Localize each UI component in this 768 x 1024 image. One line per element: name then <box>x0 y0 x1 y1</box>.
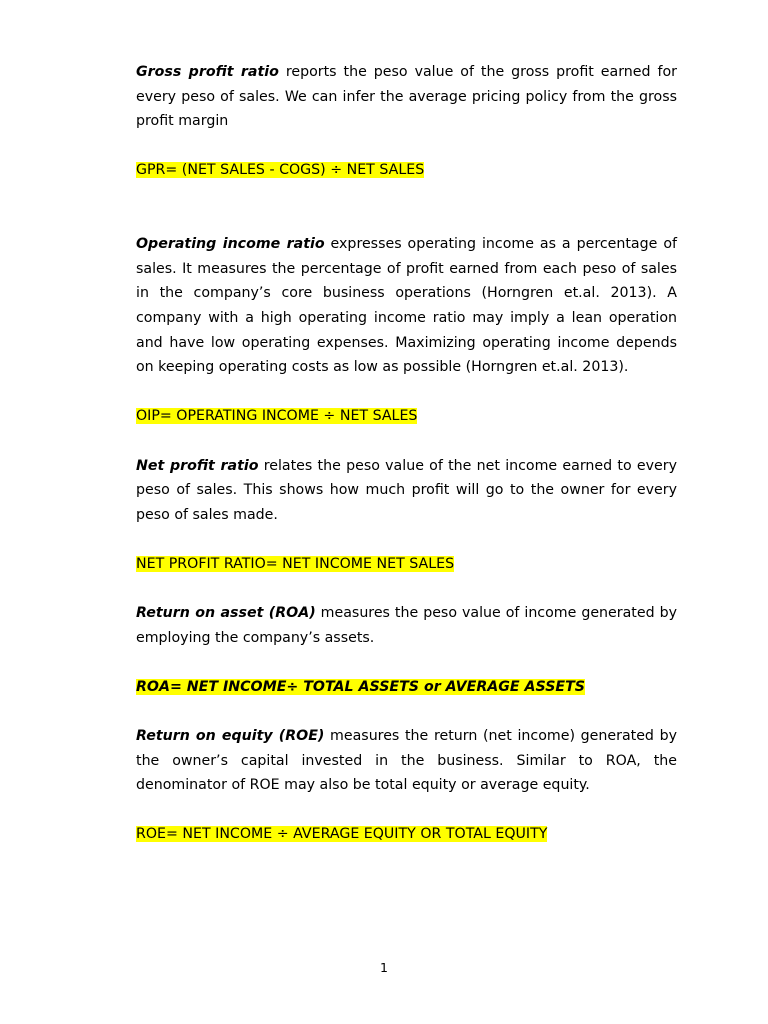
net-profit-ratio-term: Net profit ratio <box>136 457 259 474</box>
return-on-asset-paragraph <box>136 601 677 650</box>
operating-income-ratio-paragraph <box>136 232 677 380</box>
roe-formula <box>136 822 677 847</box>
gpr-formula-text: GPR= (NET SALES - COGS) ÷ NET SALES <box>136 162 425 179</box>
spacer <box>136 134 677 159</box>
oip-formula <box>136 404 677 429</box>
oip-formula-text: OIP= OPERATING INCOME ÷ NET SALES <box>136 408 418 425</box>
spacer <box>136 699 677 724</box>
document-body <box>136 60 677 847</box>
spacer <box>136 380 677 405</box>
return-on-asset-term: Return on asset (ROA) <box>136 605 316 622</box>
roa-formula <box>136 675 677 700</box>
spacer <box>136 527 677 552</box>
return-on-equity-paragraph <box>136 724 677 798</box>
gpr-formula <box>136 158 677 183</box>
spacer <box>136 576 677 601</box>
operating-income-ratio-text: expresses operating income as a percentage of sales. It measures the percentage of profit earned from each peso of sales in the company’s core business operations (Horngren et.al. 2013). A company with a high operating income ratio may imply a lean operation and have low operating expenses. Maximizing operating income depends on keeping operating costs as low as possible (Horngren et.al. 2013). <box>136 236 677 376</box>
page-number: 1 <box>380 960 388 975</box>
spacer <box>136 798 677 823</box>
spacer <box>136 650 677 675</box>
roe-formula-text: ROE= NET INCOME ÷ AVERAGE EQUITY OR TOTAL EQUITY <box>136 826 548 843</box>
net-profit-ratio-formula-text: NET PROFIT RATIO= NET INCOME NET SALES <box>136 555 455 572</box>
return-on-asset-text: measures the peso value of income generated by employing the company’s assets. <box>136 605 677 646</box>
net-profit-ratio-formula <box>136 552 677 577</box>
roa-formula-text: ROA= NET INCOME÷ TOTAL ASSETS or AVERAGE ASSETS <box>136 678 585 695</box>
operating-income-ratio-term: Operating income ratio <box>136 236 325 253</box>
gross-profit-ratio-term: Gross profit ratio <box>136 64 279 80</box>
return-on-equity-term: Return on equity (ROE) <box>136 728 325 745</box>
spacer <box>136 429 677 454</box>
gross-profit-ratio-paragraph <box>136 60 677 134</box>
return-on-equity-text: measures the return (net income) generated by the owner’s capital invested in the business. Similar to ROA, the denominator of ROE may also be total equity or average equity. <box>136 728 678 794</box>
net-profit-ratio-paragraph <box>136 454 677 528</box>
net-profit-ratio-text: relates the peso value of the net income earned to every peso of sales. This shows how much profit will go to the owner for every peso of sales made. <box>136 457 677 523</box>
gross-profit-ratio-text: reports the peso value of the gross profit earned for every peso of sales. We can infer the average pricing policy from the gross profit margin <box>136 64 678 130</box>
spacer <box>136 183 677 232</box>
